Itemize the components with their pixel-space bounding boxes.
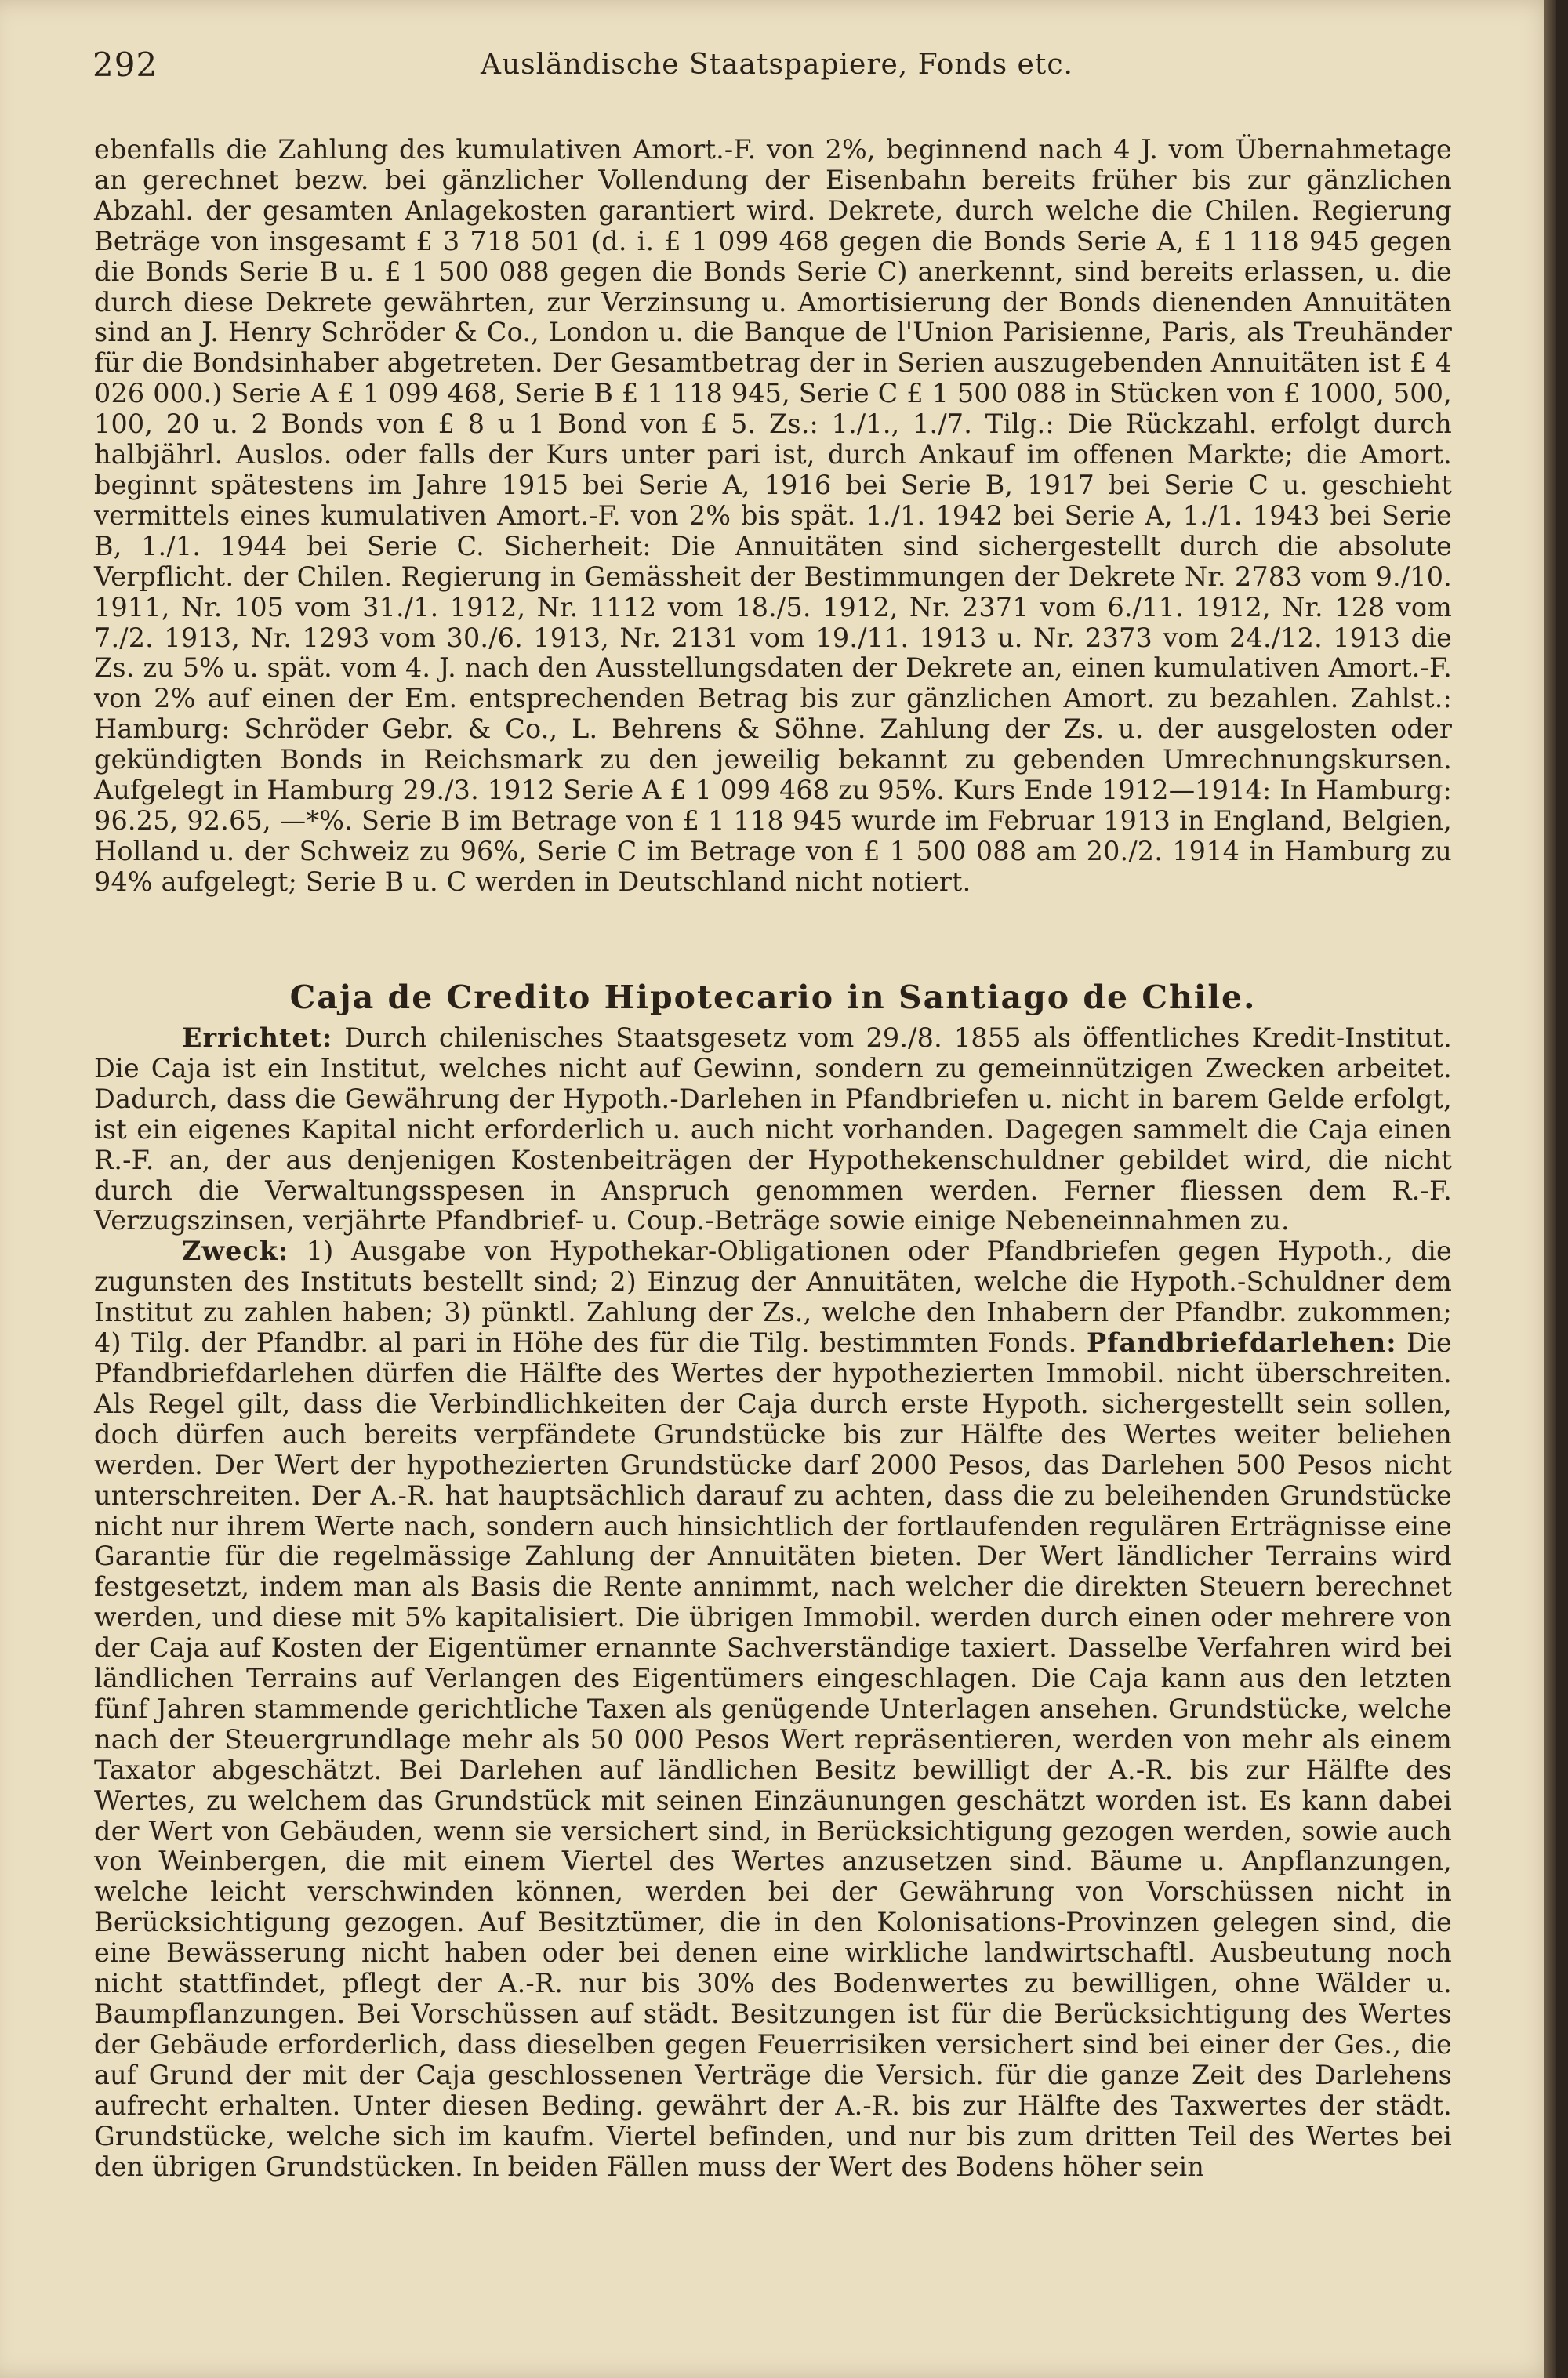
section-body bbox=[94, 1023, 1452, 2182]
continuation-paragraph: ebenfalls die Zahlung des kumulativen Amort.-F. von 2%, beginnend nach 4 J. vom Übernahmetage an gerechnet bezw. bei gänzlicher Vollendung der Eisenbahn bereits früher bis zur gänzlichen Abzahl. der gesamten Anlagekosten garantiert wird. Dekrete, durch welche die Chilen. Regierung Beträge von insgesamt £ 3 718 501 (d. i. £ 1 099 468 gegen die Bonds Serie A, £ 1 118 945 gegen die Bonds Serie B u. £ 1 500 088 gegen die Bonds Serie C) anerkennt, sind bereits erlassen, u. die durch diese Dekrete gewährten, zur Verzinsung u. Amortisierung der Bonds dienenden Annuitäten sind an J. Henry Schröder & Co., London u. die Banque de l'Union Parisienne, Paris, als Treuhänder für die Bondsinhaber abgetreten. Der Gesamtbetrag der in Serien auszugebenden Annuitäten ist £ 4 026 000.) Serie A £ 1 099 468, Serie B £ 1 118 945, Serie C £ 1 500 088 in Stücken von £ 1000, 500, 100, 20 u. 2 Bonds von £ 8 u 1 Bond von £ 5. Zs.: 1./1., 1./7. Tilg.: Die Rückzahl. erfolgt durch halbjährl. Auslos. oder falls der Kurs unter pari ist, durch Ankauf im offenen Markte; die Amort. beginnt spätestens im Jahre 1915 bei Serie A, 1916 bei Serie B, 1917 bei Serie C u. geschieht vermittels eines kumulativen Amort.-F. von 2% bis spät. 1./1. 1942 bei Serie A, 1./1. 1943 bei Serie B, 1./1. 1944 bei Serie C. Sicherheit: Die Annuitäten sind sichergestellt durch die absolute Verpflicht. der Chilen. Regierung in Gemässheit der Bestimmungen der Dekrete Nr. 2783 vom 9./10. 1911, Nr. 105 vom 31./1. 1912, Nr. 1112 vom 18./5. 1912, Nr. 2371 vom 6./11. 1912, Nr. 128 vom 7./2. 1913, Nr. 1293 vom 30./6. 1913, Nr. 2131 vom 19./11. 1913 u. Nr. 2373 vom 24./12. 1913 die Zs. zu 5% u. spät. vom 4. J. nach den Ausstellungsdaten der Dekrete an, einen kumulativen Amort.-F. von 2% auf einen der Em. entsprechenden Betrag bis zur gänzlichen Amort. zu bezahlen. Zahlst.: Hamburg: Schröder Gebr. & Co., L. Behrens & Söhne. Zahlung der Zs. u. der ausgelosten oder gekündigten Bonds in Reichsmark zu den jeweilig bekannt zu gebenden Umrechnungskursen. Aufgelegt in Hamburg 29./3. 1912 Serie A £ 1 099 468 zu 95%. Kurs Ende 1912—1914: In Hamburg: 96.25, 92.65, —*%. Serie B im Betrage von £ 1 118 945 wurde im Februar 1913 in England, Belgien, Holland u. der Schweiz zu 96%, Serie C im Betrage von £ 1 500 088 am 20./2. 1914 in Hamburg zu 94% aufgelegt; Serie B u. C werden in Deutschland nicht notiert. bbox=[94, 134, 1452, 897]
zweck-text: 1) Ausgabe von Hypothekar-Obligationen oder Pfandbriefen gegen Hypoth., die zugunsten des Instituts bestellt sind; 2) Einzug der Annuitäten, welche die Hypoth.-Schuldner dem Institut zu zahlen haben; 3) pünktl. Zahlung der Zs., welche den Inhabern der Pfandbr. zukommen; 4) Tilg. der Pfandbr. al pari in Höhe des für die Tilg. bestimmten Fonds. bbox=[94, 1236, 1452, 1359]
running-title: Ausländische Staatspapiere, Fonds etc. bbox=[481, 49, 1073, 81]
zweck-paragraph bbox=[94, 1236, 1452, 2182]
section-title: Caja de Credito Hipotecario in Santiago de Chile. bbox=[289, 978, 1257, 1016]
pfandbriefdarlehen-label: Pfandbriefdarlehen: bbox=[1087, 1327, 1397, 1359]
page-header bbox=[93, 45, 1457, 93]
page-number: 292 bbox=[93, 45, 158, 84]
page-edge bbox=[1544, 0, 1556, 2378]
continuation-block bbox=[94, 135, 1452, 898]
errichtet-text: Durch chilenisches Staatsgesetz vom 29./8. 1855 als öffentliches Kredit-Institut. Die Caja ist ein Institut, welches nicht auf Gewinn, sondern zu gemeinnützigen Zwecken arbeitet. Dadurch, dass die Gewährung der Hypoth.-Darlehen in Pfandbriefen u. nicht in barem Gelde erfolgt, ist ein eigenes Kapital nicht erforderlich u. auch nicht vorhanden. Dagegen sammelt die Caja einen R.-F. an, der aus denjenigen Kostenbeiträgen der Hypothekenschuldner gebildet wird, die nicht durch die Verwaltungsspesen in Anspruch genommen werden. Ferner fliessen dem R.-F. Verzugszinsen, verjährte Pfandbrief- u. Coup.-Beträge sowie einige Nebeneinnahmen zu. bbox=[94, 1022, 1452, 1236]
errichtet-paragraph bbox=[94, 1023, 1452, 1236]
errichtet-label: Errichtet: bbox=[182, 1022, 333, 1053]
pfandbriefdarlehen-text: Die Pfandbriefdarlehen dürfen die Hälfte des Wertes der hypothezierten Immobil. nicht überschreiten. Als Regel gilt, dass die Verbindlichkeiten der Caja durch erste Hypoth. sichergestellt sein sollen, doch dürfen auch bereits verpfändete Grundstücke bis zur Hälfte des Wertes weiter beliehen werden. Der Wert der hypothezierten Grundstücke darf 2000 Pesos, das Darlehen 500 Pesos nicht unterschreiten. Der A.-R. hat hauptsächlich darauf zu achten, dass die zu beleihenden Grundstücke nicht nur ihrem Werte nach, sondern auch hinsichtlich der fortlaufenden regulären Erträgnisse eine Garantie für die regelmässige Zahlung der Annuitäten bieten. Der Wert ländlicher Terrains wird festgesetzt, indem man als Basis die Rente annimmt, nach welcher die direkten Steuern berechnet werden, und diese mit 5% kapitalisiert. Die übrigen Immobil. werden durch einen oder mehrere von der Caja auf Kosten der Eigentümer ernannte Sachverständige taxiert. Dasselbe Verfahren wird bei ländlichen Terrains auf Verlangen des Eigentümers eingeschlagen. Die Caja kann aus den letzten fünf Jahren stammende gerichtliche Taxen als genügende Unterlagen ansehen. Grundstücke, welche nach der Steuergrundlage mehr als 50 000 Pesos Wert repräsentieren, werden von mehr als einem Taxator abgeschätzt. Bei Darlehen auf ländlichen Besitz bewilligt der A.-R. bis zur Hälfte des Wertes, zu welchem das Grundstück mit seinen Einzäunungen geschätzt worden ist. Es kann dabei der Wert von Gebäuden, wenn sie versichert sind, in Berücksichtigung gezogen werden, sowie auch von Weinbergen, die mit einem Viertel des Wertes anzusetzen sind. Bäume u. Anpflanzungen, welche leicht verschwinden können, werden bei der Gewährung von Vorschüssen nicht in Berücksichtigung gezogen. Auf Besitztümer, die in den Kolonisations-Provinzen gelegen sind, die eine Bewässerung nicht haben oder bei denen eine wirkliche landwirtschaftl. Ausbeutung noch nicht stattfindet, pflegt der A.-R. nur bis 30% des Bodenwertes zu bewilligen, ohne Wälder u. Baumpflanzungen. Bei Vorschüssen auf städt. Besitzungen ist für die Berücksichtigung des Wertes der Gebäude erforderlich, dass dieselben gegen Feuerrisiken versichert sind bei einer der Ges., die auf Grund der mit der Caja geschlossenen Verträge die Versich. für die ganze Zeit des Darlehens aufrecht erhalten. Unter diesen Beding. gewährt der A.-R. bis zur Hälfte des Taxwertes der städt. Grundstücke, welche sich im kaufm. Viertel befinden, und nur bis zum dritten Teil des Wertes bei den übrigen Grundstücken. In beiden Fällen muss der Wert des Bodens höher sein bbox=[94, 1327, 1452, 2182]
zweck-label: Zweck: bbox=[182, 1236, 289, 1267]
